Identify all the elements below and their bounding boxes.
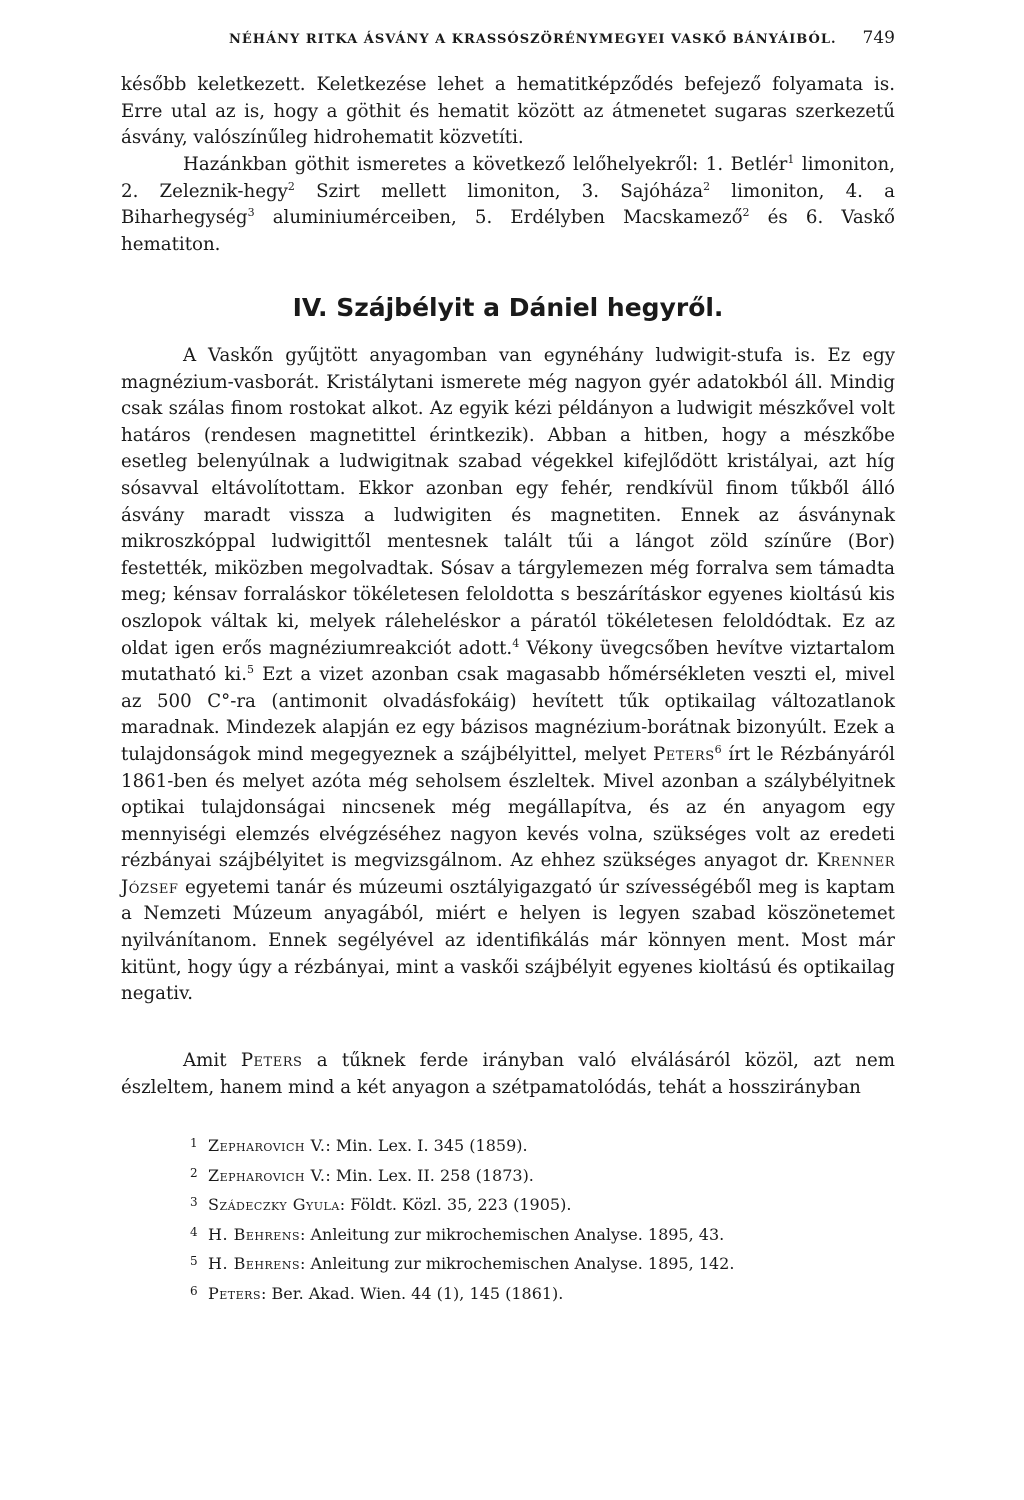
footnote-number: 1 bbox=[190, 1136, 198, 1150]
footnote-number: 6 bbox=[190, 1283, 198, 1298]
footnote-ref: 6 bbox=[714, 742, 722, 756]
footnote-ref: 2 bbox=[287, 179, 295, 193]
footnote bbox=[190, 1189, 910, 1219]
text-run: limoniton, 4. a Biharhegység bbox=[121, 180, 896, 229]
author-name: Peters bbox=[653, 743, 715, 765]
footnote-ref: 3 bbox=[247, 206, 255, 220]
footnote-ref: 5 bbox=[247, 663, 254, 677]
footnote-reference: : Anleitung zur mikrochemischen Analyse. 1895, 142. bbox=[299, 1254, 735, 1273]
paragraph-3 bbox=[121, 343, 895, 1008]
footnote-author: Szádeczky Gyula bbox=[208, 1195, 340, 1214]
text-run: a tűknek ferde irányban való elválásáról közöl, azt nem észleltem, hanem mind a két anyagon a szétpamatolódás, tehát a hosszirányban bbox=[121, 1050, 895, 1098]
footnote-ref: 2 bbox=[742, 206, 750, 220]
footnote-number: 2 bbox=[190, 1165, 198, 1180]
text-run: írt le Rézbányáról 1861-ben és melyet azóta még seholsem észleltek. Mivel azonban a szálybélyitnek optikai tulajdonságai nincsenek még megállapítva, és az én anyagom egy mennyiségi elemzés elvégzéséhez nagyon kevés volna, szükséges volt az eredeti rézbányai szájbélyitet is megvizsgálnom. Az ehhez szükséges anyagot dr. bbox=[121, 743, 895, 872]
paragraph-4 bbox=[121, 1048, 895, 1101]
footnote-reference: : Anleitung zur mikrochemischen Analyse. 1895, 43. bbox=[299, 1224, 725, 1244]
page-number: 749 bbox=[862, 28, 895, 48]
footnote bbox=[190, 1219, 910, 1249]
footnote-author: H. Behrens bbox=[208, 1254, 300, 1273]
footnote bbox=[190, 1160, 910, 1190]
text-run: Szirt mellett limoniton, 3. Sajóháza bbox=[294, 180, 704, 202]
text-run: Hazánkban göthit ismeretes a következő lelőhelyekről: 1. Betlér bbox=[183, 154, 788, 175]
paragraph-2 bbox=[121, 152, 895, 258]
text-run: limoniton, 2. Zeleznik-hegy bbox=[121, 154, 895, 202]
footnote-number: 5 bbox=[190, 1254, 198, 1268]
footnote-reference: : Min. Lex. I. 345 (1859). bbox=[325, 1136, 528, 1155]
footnote-ref: 1 bbox=[787, 152, 795, 166]
footnote-author: Peters bbox=[208, 1283, 261, 1303]
text-run: és 6. Vaskő hematiton. bbox=[121, 207, 895, 255]
text-run: Vékony üvegcsőben hevítve viztartalom mutatható ki. bbox=[121, 637, 895, 686]
section-heading: IV. Szájbélyit a Dániel hegyről. bbox=[292, 293, 724, 322]
footnote-reference: : Ber. Akad. Wien. 44 (1), 145 (1861). bbox=[260, 1283, 564, 1303]
footnote bbox=[190, 1248, 910, 1278]
footnote bbox=[190, 1130, 910, 1160]
running-header: NÉHÁNY RITKA ÁSVÁNY A KRASSÓSZÖRÉNYMEGYEI VASKŐ BÁNYÁIBÓL. bbox=[229, 32, 837, 47]
text-run: Ezt a vizet azonban csak magasabb hőmérsékleten veszti el, mivel az 500 C°-ra (antimonit olvadásfokáig) hevített tűk optikailag változatlanok maradnak. Mindezek alapján ez egy bázisos magnézium-borátnak bizonyúlt. Ezek a tulajdonságok mind megegyeznek a szájbélyittel, melyet bbox=[121, 664, 895, 765]
text-run: aluminiumérceiben, 5. Erdélyben Macskamező bbox=[254, 207, 743, 229]
footnotes bbox=[190, 1130, 910, 1307]
author-name: Peters bbox=[240, 1050, 303, 1071]
text-run: egyetemi tanár és múzeumi osztályigazgató úr szívességéből meg is kaptam a Nemzeti Múzeum anyagából, miért e helyen is legyen szabad köszönetemet nyilvánítanom. Ennek segélyével az identifikálás már könnyen ment. Most már kitünt, hogy úgy a rézbányai, mint a vaskői szájbélyit egyenes kioltású és optikailag negativ. bbox=[121, 876, 895, 1005]
text-run: Amit bbox=[183, 1050, 241, 1071]
footnote-reference: : Földt. Közl. 35, 223 (1905). bbox=[339, 1195, 572, 1214]
footnote-reference: : Min. Lex. II. 258 (1873). bbox=[325, 1165, 534, 1185]
paragraph-1 bbox=[121, 72, 895, 152]
footnote-ref: 2 bbox=[703, 179, 711, 193]
footnote-author: Zepharovich V. bbox=[208, 1165, 326, 1185]
footnote bbox=[190, 1278, 910, 1308]
footnote-number: 3 bbox=[190, 1195, 198, 1209]
author-name: Krenner József bbox=[121, 850, 895, 898]
footnote-author: Zepharovich V. bbox=[208, 1136, 326, 1155]
footnote-author: H. Behrens bbox=[208, 1224, 300, 1244]
footnote-number: 4 bbox=[190, 1224, 198, 1239]
paragraph-1-text: később keletkezett. Keletkezése lehet a hematitképződés befejező folyamata is. Erre utal az is, hogy a göthit és hematit között az átmenetet sugaras szerkezetű ásvány, valószínűleg hidrohematit közvetíti. bbox=[121, 74, 895, 149]
footnote-ref: 4 bbox=[512, 636, 520, 650]
text-run: A Vaskőn gyűjtött anyagomban van egynéhány ludwigit-stufa is. Ez egy magnézium-vasborát. Kristálytani ismerete még nagyon gyér adatokból áll. Mindig csak szálas finom rostokat alkot. Az egyik kézi példányon a ludwigit mészkővel volt határos (rendesen magnetittel érintkezik). Abban a hitben, hogy a mészkőbe esetleg belenyúlnak a ludwigitnak szabad végekkel kifejlődött kristályai, azt híg sósavval eltávolítottam. Ekkor azonban egy fehér, rendkívül finom tűkből álló ásvány maradt vissza a ludwigiten és magnetiten. Ennek az ásványnak mikroszkóppal ludwigittől mentesnek talált tűi a lángot zöld színűre (Bor) festették, miközben megolvadtak. Sósav a tárgylemezen még forralva sem támadta meg; kénsav forraláskor tökéletesen feloldotta s beszárításkor egyenes kioltású kis oszlopok váltak ki, melyek ráleheléskor a páratól tökéletesen feloldódtak. Ez az oldat igen erős magnéziumreakciót adott. bbox=[121, 345, 895, 659]
